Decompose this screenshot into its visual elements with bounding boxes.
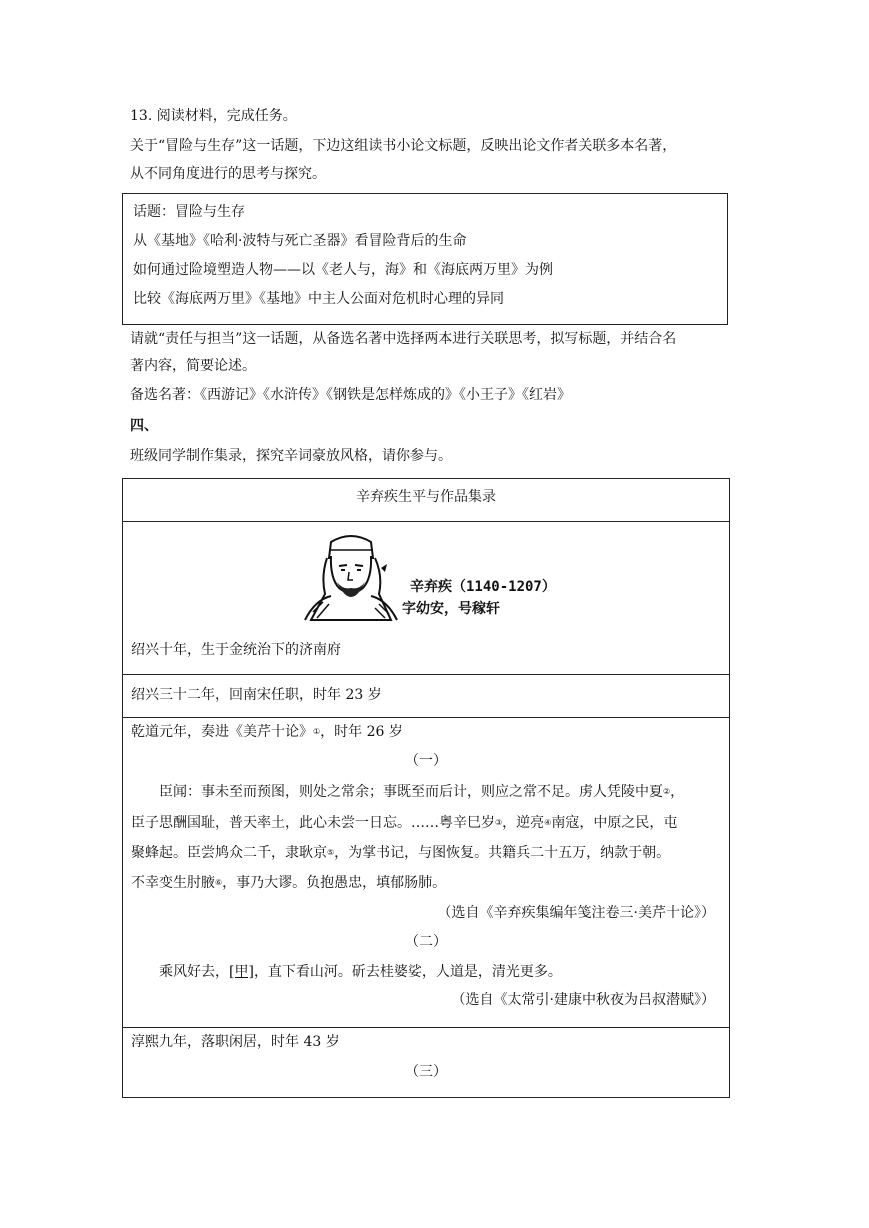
section-4-intro: 班级同学制作集录，探究辛词豪放风格，请你参与。: [130, 448, 452, 464]
blank-jia[interactable]: [甲]: [229, 964, 254, 980]
passage-2-source: （选自《太常引·建康中秋夜为吕叔潜赋》）: [451, 992, 715, 1008]
life-event-3: 乾道元年，奏进《美芹十论》①，时年 26 岁: [131, 724, 403, 740]
passage-2-line: 乘风好去，[甲]，直下看山河。斫去桂婆娑，人道是，清光更多。: [159, 964, 562, 980]
life-event-2: 绍兴三十二年，回南宋任职，时年 23 岁: [131, 687, 382, 703]
passage-1-source: （选自《辛弃疾集编年笺注卷三·美芹十论》）: [437, 905, 715, 921]
passage-1-line-4: 不幸变生肘腋⑥，事乃大谬。负抱愚忠，填郁肠肺。: [131, 875, 447, 891]
topic-box-line-2: 从《基地》《哈利·波特与死亡圣器》看冒险背后的生命: [133, 233, 467, 249]
topic-box-line-4: 比较《海底两万里》《基地》中主人公面对危机时心理的异同: [133, 291, 504, 307]
table-title: 辛弃疾生平与作品集录: [356, 489, 496, 505]
passage-1-line-2: 臣子思酬国耻，普天率土，此心未尝一日忘。……粤辛巳岁③，逆亮④南寇，中原之民，屯: [131, 815, 678, 831]
passage-1-line-3: 聚蜂起。臣尝鸠众二千，隶耿京⑤，为掌书记，与图恢复。共籍兵二十五万，纳款于朝。: [131, 845, 671, 861]
task-line-2: 著内容，简要论述。: [130, 358, 256, 374]
part-1-label: （一）: [405, 753, 447, 769]
life-event-row-4: [123, 1028, 729, 1097]
life-event-row-3: [123, 718, 729, 1028]
topic-box-line-1: 话题：冒险与生存: [133, 204, 245, 220]
xin-qiji-table: [122, 478, 730, 1098]
topic-title-box: [122, 193, 728, 325]
question-13-heading: 13. 阅读材料，完成任务。: [130, 108, 297, 124]
life-event-4: 淳熙九年，落职闲居，时年 43 岁: [131, 1034, 340, 1050]
book-options: 备选名著：《西游记》《水浒传》《钢铁是怎样炼成的》《小王子》《红岩》: [130, 387, 571, 403]
table-title-row: [123, 479, 729, 522]
portrait-row: [123, 522, 729, 675]
portrait-style-caption: 字幼安，号稼轩: [402, 601, 500, 617]
life-event-1: 绍兴十年，生于金统治下的济南府: [131, 642, 341, 658]
question-13-intro-line-2: 从不同角度进行的思考与探究。: [130, 166, 326, 182]
life-event-row-2: [123, 675, 729, 718]
question-13-intro-line-1: 关于“冒险与生存”这一话题，下边这组读书小论文标题，反映出论文作者关联多本名著，: [130, 138, 677, 154]
section-4-heading: 四、: [130, 418, 158, 434]
passage-1-line-1: 臣闻：事未至而预图，则处之常余；事既至而后计，则应之常不足。虏人凭陵中夏②，: [159, 784, 685, 800]
portrait-name-caption: 辛弃疾（1140-1207）: [410, 579, 556, 595]
part-3-label: （三）: [405, 1064, 447, 1080]
task-line-1: 请就“责任与担当”这一话题，从备选名著中选择两本进行关联思考，拟写标题，并结合名: [130, 331, 677, 347]
part-2-label: （二）: [405, 934, 447, 950]
xin-qiji-portrait-image: [301, 528, 401, 622]
topic-box-line-3: 如何通过险境塑造人物——以《老人与，海》和《海底两万里》为例: [133, 262, 553, 278]
